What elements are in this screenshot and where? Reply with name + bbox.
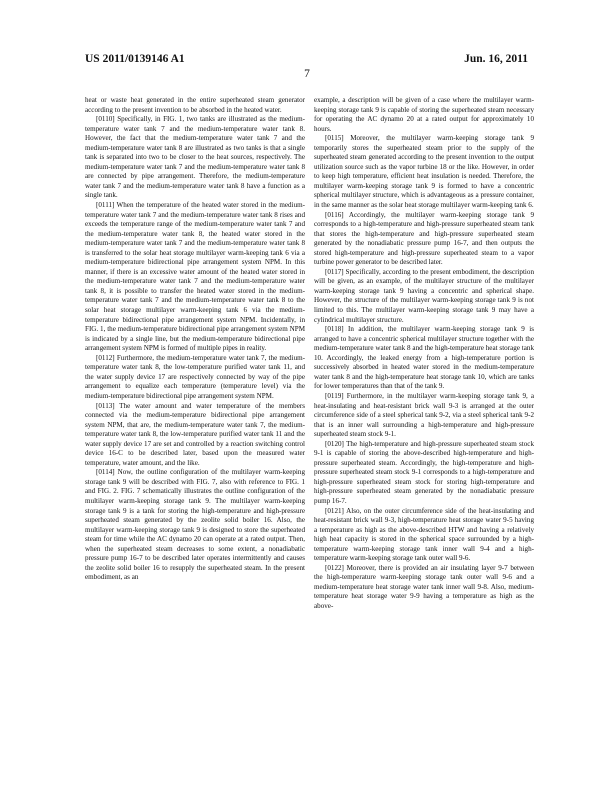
paragraph: [0113] The water amount and water temperature of the members connected via the medium-temperature bidirectional pipe arrangement system NPM, that are, the medium-temperature water tank 7, the medium-temperature water tank 8, the low-temperature purified water tank 11 and the water supply device 17 are set and controlled by a reaction switching control device 16-C to be described later, based upon the measured water temperature, water amount, and the like. [85,401,305,467]
paragraph: [0119] Furthermore, in the multilayer warm-keeping storage tank 9, a heat-insulating and heat-resistant brick wall 9-3 is arranged at the outer circumference side of a steel spherical tank 9-2, via a steel spherical tank 9-2 that is an inner wall surrounding a high-temperature and high-pressure superheated steam stock 9-1. [314,391,534,439]
paragraph: example, a description will be given of a case where the multilayer warm-keeping storage tank 9 is capable of storing the superheated steam necessary for operating the AC dynamo 20 at a rated output for approximately 10 hours. [314,96,534,133]
paragraph: [0111] When the temperature of the heated water stored in the medium-temperature water tank 7 and the medium-temperature water tank 8 rises and exceeds the temperature range of the medium-temperature water tank 7 and the medium-temperature water tank 8, the heated water stored in the medium-temperature water tank 7 and the medium-temperature water tank 8 is transferred to the solar heat storage multilayer warm-keeping tank 6 via a medium-temperature bidirectional pipe arrangement system NPM. In this manner, if there is an excessive water amount of the heated water stored in the medium-temperature water tank 7 and the medium-temperature water tank 8, it is possible to transfer the heated water stored in the medium-temperature water tank 7 and the medium-temperature water tank 8 to the solar heat storage multilayer warm-keeping tank 6 via the medium-temperature bidirectional pipe arrangement system NPM. Incidentally, in FIG. 1, the medium-temperature bidirectional pipe arrangement system NPM is indicated by a single line, but the medium-temperature bidirectional pipe arrangement system NPM is formed of multiple pipes in reality. [85,201,305,353]
paragraph: [0116] Accordingly, the multilayer warm-keeping storage tank 9 corresponds to a high-temperature and high-pressure superheated steam tank that stores the high-temperature and high-pressure superheated steam generated by the nonadiabatic pressure pump 16-7, and then outputs the stored high-temperature and high-pressure superheated steam to a vapor turbine power generator to be described later. [314,210,534,267]
right-text-column [314,96,534,612]
paragraph: [0114] Now, the outline configuration of the multilayer warm-keeping storage tank 9 will be described with FIG. 7, also with reference to FIG. 1 and FIG. 2. FIG. 7 schematically illustrates the outline configuration of the multilayer warm-keeping storage tank 9. The multilayer warm-keeping storage tank 9 is a tank for storing the high-temperature and high-pressure superheated steam generated by the zeolite solid boiler 16. Also, the multilayer warm-keeping storage tank 9 is designed to store the superheated steam for time while the AC dynamo 20 can operate at a rated output. Then, when the superheated steam decreases to some extent, a nonadiabatic pressure pump 16-7 to be described later operates intermittently and causes the zeolite solid boiler 16 to resupply the superheated steam. In the present embodiment, as an [85,468,305,582]
patent-number: US 2011/0139146 A1 [85,53,185,65]
paragraph: [0122] Moreover, there is provided an air insulating layer 9-7 between the high-temperature warm-keeping storage tank outer wall 9-6 and a medium-temperature heat storage water tank inner wall 9-8. Also, medium-temperature heat storage water 9-9 having a temperature as high as the above- [314,563,534,610]
left-text-column [85,96,305,583]
paragraph: [0120] The high-temperature and high-pressure superheated steam stock 9-1 is capable of storing the above-described high-temperature and high-pressure superheated steam. Accordingly, the high-temperature and high-pressure superheated steam stock 9-1 corresponds to a high-temperature and high-pressure superheated steam stock for storing high-temperature and high-pressure superheated steam generated by the nonadiabatic pressure pump 16-7. [314,439,534,505]
paragraph: heat or waste heat generated in the entire superheated steam generator according to the present invention to be absorbed in the heated water. [85,96,305,114]
paragraph: [0117] Specifically, according to the present embodiment, the description will be given, as an example, of the multilayer structure of the multilayer warm-keeping storage tank 9 having a concentric and spherical shape. However, the structure of the multilayer warm-keeping storage tank 9 is not limited to this. The multilayer warm-keeping storage tank 9 may have a cylindrical multilayer structure. [314,267,534,324]
paragraph: [0110] Specifically, in FIG. 1, two tanks are illustrated as the medium-temperature water tank 7 and the medium-temperature water tank 8. However, the fact that the medium-temperature water tank 7 and the medium-temperature water tank 8 are illustrated as two tanks is that a single tank is separated into two to be closer to the heat sources, respectively. The medium-temperature water tank 7 and the medium-temperature water tank 8 are connected by pipe arrangement. Therefore, the medium-temperature water tank 7 and the medium-temperature water tank 8 have a function as a single tank. [85,115,305,200]
paragraph: [0118] In addition, the multilayer warm-keeping storage tank 9 is arranged to have a concentric spherical multilayer structure together with the medium-temperature water tank 8 and the high-temperature heat storage tank 10. Accordingly, the leaked energy from a high-temperature portion is successively absorbed in heated water stored in the medium-temperature water tank 8 and the high-temperature heat storage tank 10, which are tanks for lower temperatures than that of the tank 9. [314,325,534,391]
paragraph: [0121] Also, on the outer circumference side of the heat-insulating and heat-resistant brick wall 9-3, high-temperature heat storage water 9-5 having a temperature as high as the above-described HTW and having a relatively high heat capacity is stored in the spherical space surrounded by a high-temperature warm-keeping storage tank inner wall 9-4 and a high-temperature warm-keeping storage tank outer wall 9-6. [314,506,534,563]
publication-date: Jun. 16, 2011 [464,53,528,65]
paragraph: [0115] Moreover, the multilayer warm-keeping storage tank 9 temporarily stores the superheated steam prior to the supply of the superheated steam generated according to the present invention to the output utilization source such as the vapor turbine 18 or the like. However, in order to keep high temperature, efficient heat insulation is needed. Therefore, the multilayer warm-keeping storage tank 9 is formed to have a concentric spherical multilayer structure, which is advantageous as a pressure container, in the same manner as the solar heat storage multilayer warm-keeping tank 6. [314,134,534,210]
page-number: 7 [304,68,310,80]
paragraph: [0112] Furthermore, the medium-temperature water tank 7, the medium-temperature water tank 8, the low-temperature purified water tank 11, and the water supply device 17 are respectively connected by way of the pipe arrangement to equalize each temperature (temperature level) via the medium-temperature bidirectional pipe arrangement system NPM. [85,353,305,400]
